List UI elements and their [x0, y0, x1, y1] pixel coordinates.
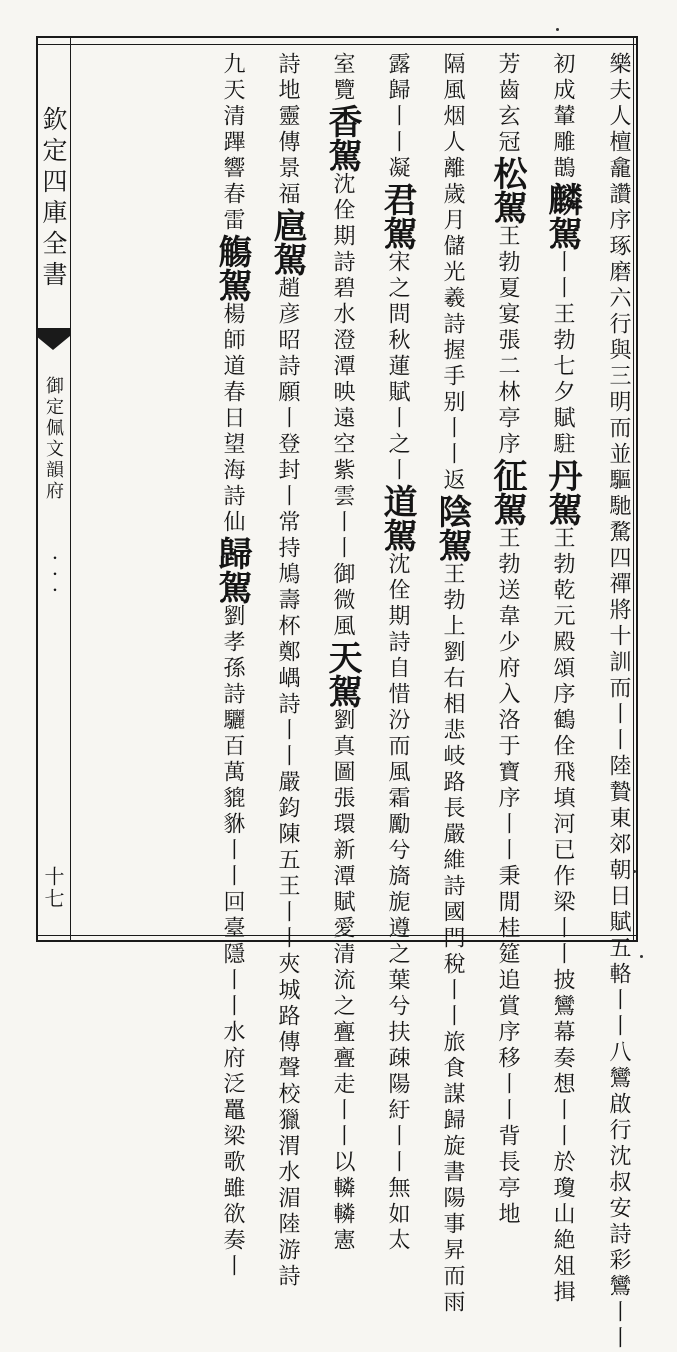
text-run: 樂夫人檀龕讚序琢磨六行與三明而並驅馳騖四禪將十訓而 — [606, 52, 631, 702]
top-rule — [36, 44, 638, 45]
text-column-2 — [528, 52, 582, 1306]
column-line — [487, 52, 527, 734]
text-run: 王勃夏宴張二林亭序 — [495, 224, 520, 458]
text-column-1 — [584, 52, 631, 1352]
headword: 君駕 — [377, 182, 417, 250]
text-run: 趙彦昭詩願丨登封丨常持鳩壽杯鄭嵎詩 — [275, 276, 300, 718]
paper-speck — [633, 870, 636, 873]
text-run: 隔風烟人離歲月儲光羲詩握手别丨丨返 — [440, 52, 465, 494]
margin-book-title: 御定佩文韻府 — [43, 376, 64, 502]
column-line — [386, 734, 409, 1254]
headword: 觴駕 — [212, 234, 252, 302]
column-line — [607, 52, 630, 702]
headword: 丹駕 — [542, 458, 582, 526]
text-run: 填河已作梁丨丨披鸞幕奏想丨丨於瓊山絶俎揖 — [550, 786, 575, 1306]
column-line — [441, 718, 464, 1316]
text-run: 百萬貔貅丨丨回臺隱丨丨水府泛鼉梁歌雖欲奏丨 — [220, 734, 245, 1280]
headword: 道駕 — [377, 484, 417, 552]
text-column-3 — [473, 52, 527, 1228]
text-run: 丨丨陸贄東郊朝日賦五輅丨丨八鸞啟行沈叔安詩彩鸞丨丨 — [606, 702, 631, 1352]
text-run: 詩地靈傳景福 — [275, 52, 300, 208]
text-column-6 — [308, 52, 362, 1254]
text-run: 王勃上劉右相 — [440, 562, 465, 718]
text-run: 室覽 — [330, 52, 355, 104]
headword: 天駕 — [322, 640, 362, 708]
text-run: 劉 — [330, 708, 355, 734]
margin-dots: ･･･ — [46, 551, 62, 599]
headword: 麟駕 — [542, 182, 582, 250]
headword: 陰駕 — [432, 494, 472, 562]
page-number: 十七 — [41, 866, 65, 910]
text-column-4 — [418, 52, 472, 1316]
text-run: 王勃乾元殿頌序鶴佺飛 — [550, 526, 575, 786]
fishtail-mark-icon — [36, 328, 70, 368]
text-run: 丨丨王勃七夕賦駐 — [550, 250, 575, 458]
text-run: 露歸丨丨凝 — [385, 52, 410, 182]
column-line — [267, 52, 307, 718]
text-run: 而風霜勵兮旖旎遵之葉兮扶疎陽紆丨丨無如太 — [385, 734, 410, 1254]
column-line — [212, 52, 252, 734]
margin-column — [36, 36, 70, 942]
text-run: 宋之問秋蓮賦丨之丨 — [385, 250, 410, 484]
paper-speck — [556, 28, 559, 31]
text-run: 初成輦雕鵲 — [550, 52, 575, 182]
text-run: 劉孝孫詩驪 — [220, 604, 245, 734]
headword: 香駕 — [322, 104, 362, 172]
text-run: 沈佺期詩自惜汾 — [385, 552, 410, 734]
text-run: 悲岐路長嚴維詩國門稅丨丨旅食謀歸旋書陽事昇而雨 — [440, 718, 465, 1316]
column-line — [542, 52, 582, 786]
column-line — [432, 52, 472, 718]
text-run: 沈佺期詩碧水澄潭映遠空紫雲丨丨御微風 — [330, 172, 355, 640]
headword: 松駕 — [487, 156, 527, 224]
column-line — [496, 734, 519, 1228]
column-line — [221, 734, 244, 1280]
text-run: 于寶序丨丨秉閒桂筵追賞序移丨丨背長亭地 — [495, 734, 520, 1228]
column-line — [551, 786, 574, 1306]
column-line — [322, 52, 362, 734]
text-run: 真圖張環新潭賦愛清流之亹亹走丨丨以轔轔憲 — [330, 734, 355, 1254]
text-column-7 — [253, 52, 307, 1290]
column-line — [276, 718, 299, 1290]
text-column-5 — [363, 52, 417, 1254]
text-run: 王勃送韋少府入洛 — [495, 526, 520, 734]
margin-title: 欽定四庫全書 — [39, 106, 68, 292]
text-run: 九天清蹕響春雷 — [220, 52, 245, 234]
headword: 扈駕 — [267, 208, 307, 276]
paper-speck — [640, 955, 643, 958]
column-line — [607, 702, 630, 1352]
column-line — [331, 734, 354, 1254]
text-run: 丨丨嚴鈞陳五王丨丨夾城路傳聲校獵渭水湄陸游詩 — [275, 718, 300, 1290]
headword: 歸駕 — [212, 536, 252, 604]
headword: 征駕 — [487, 458, 527, 526]
text-run: 楊師道春日望海詩仙 — [220, 302, 245, 536]
column-line — [377, 52, 417, 734]
text-column-8 — [198, 52, 252, 1280]
text-run: 芳齒玄冠 — [495, 52, 520, 156]
